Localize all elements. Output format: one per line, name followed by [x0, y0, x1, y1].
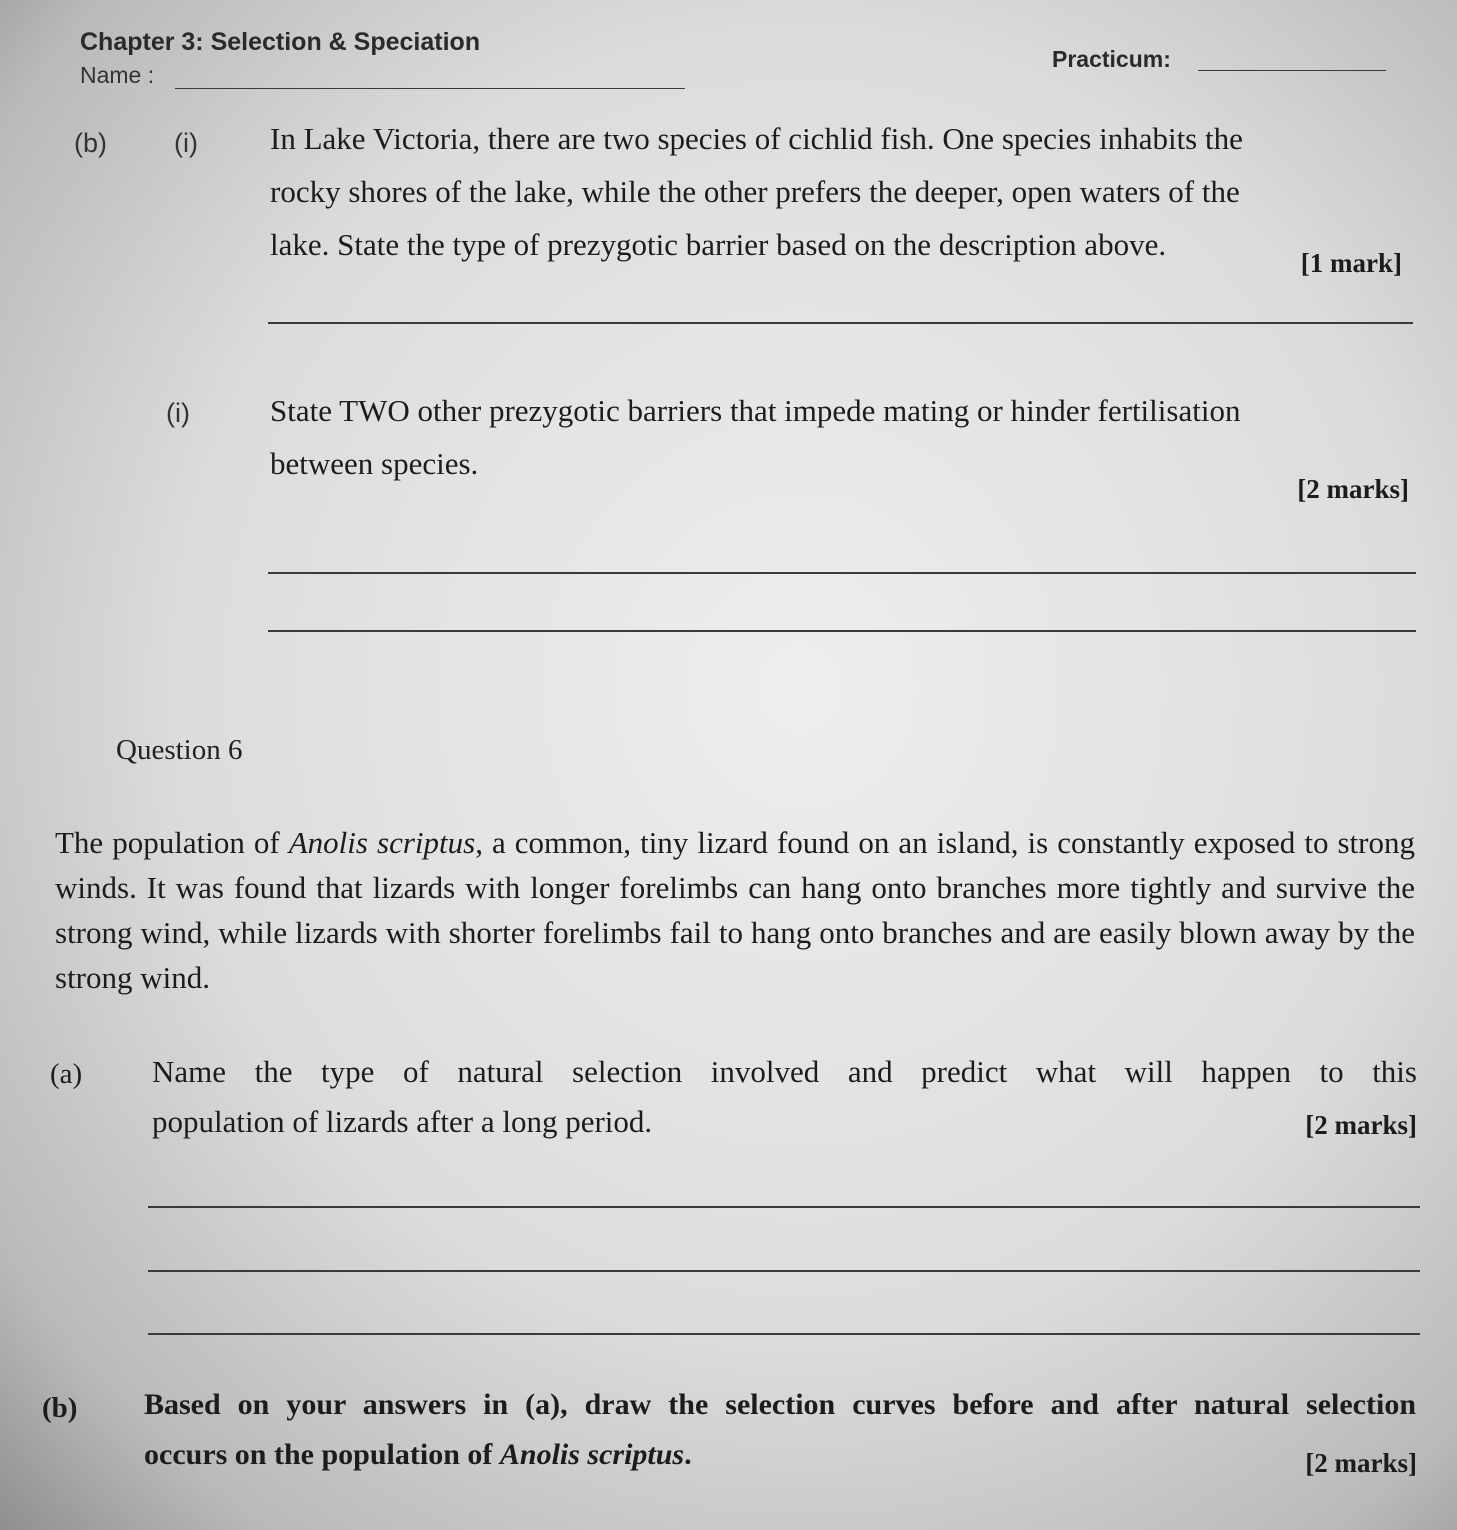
answer-line[interactable] — [148, 1333, 1420, 1335]
answer-line[interactable] — [268, 322, 1413, 324]
part-b-q1-marks: [1 mark] — [1300, 248, 1402, 278]
part-b-q1-label: (i) — [174, 128, 198, 158]
answer-line[interactable] — [148, 1206, 1420, 1208]
question-6b-line1: Based on your answers in (a), draw the selection curves before and after natural selection — [144, 1388, 1416, 1421]
question-6-intro — [55, 820, 1415, 1000]
question-6a-label: (a) — [50, 1058, 83, 1090]
part-b-q2-line: State TWO other prezygotic barriers that impede mating or hinder fertilisation — [270, 393, 1241, 428]
question-6b-label: (b) — [42, 1392, 78, 1424]
part-b-q1-line: rocky shores of the lake, while the other prefers the deeper, open waters of the — [270, 174, 1240, 209]
practicum-answer-line[interactable] — [1198, 70, 1386, 71]
name-answer-line[interactable] — [175, 88, 685, 89]
name-label: Name : — [80, 62, 155, 88]
part-b-q2-marks: [2 marks] — [1297, 474, 1409, 504]
part-b-label: (b) — [74, 128, 107, 158]
part-b-q1-line: In Lake Victoria, there are two species of cichlid fish. One species inhabits the — [270, 121, 1243, 156]
part-b-q1-line: lake. State the type of prezygotic barrier based on the description above. — [270, 227, 1167, 262]
question-6a-marks: [2 marks] — [1305, 1110, 1417, 1140]
intro-post: , a common, tiny lizard found on an island, is constantly exposed to strong winds. It was found that lizards with longer forelimbs can hang onto branches more tightly and survive the strong wind, while lizards with shorter forelimbs fail to hang onto branches and are easily blown away by the strong wind. — [55, 825, 1415, 995]
part-b-q2-label: (i) — [166, 398, 190, 428]
species-name: Anolis scriptus — [288, 825, 476, 860]
question-6b-marks: [2 marks] — [1305, 1448, 1417, 1478]
b-line2-pre: occurs on the population of — [144, 1438, 500, 1471]
question-6b-line2 — [144, 1438, 692, 1472]
answer-line[interactable] — [148, 1270, 1420, 1272]
question-6a-line2: population of lizards after a long period. — [152, 1104, 653, 1139]
answer-line[interactable] — [268, 572, 1416, 574]
part-b-q2-text — [270, 384, 1240, 490]
practicum-label: Practicum: — [1052, 46, 1171, 72]
b-line2-post: . — [684, 1438, 692, 1471]
part-b-q1-text — [270, 112, 1243, 271]
species-name: Anolis scriptus — [499, 1438, 685, 1471]
question-6-title: Question 6 — [116, 734, 243, 766]
part-b-q2-line: between species. — [270, 446, 479, 481]
question-6a-line1: Name the type of natural selection involved and predict what will happen to this — [152, 1054, 1417, 1089]
answer-line[interactable] — [268, 630, 1416, 632]
chapter-title: Chapter 3: Selection & Speciation — [80, 28, 481, 56]
intro-pre: The population of — [55, 825, 289, 860]
